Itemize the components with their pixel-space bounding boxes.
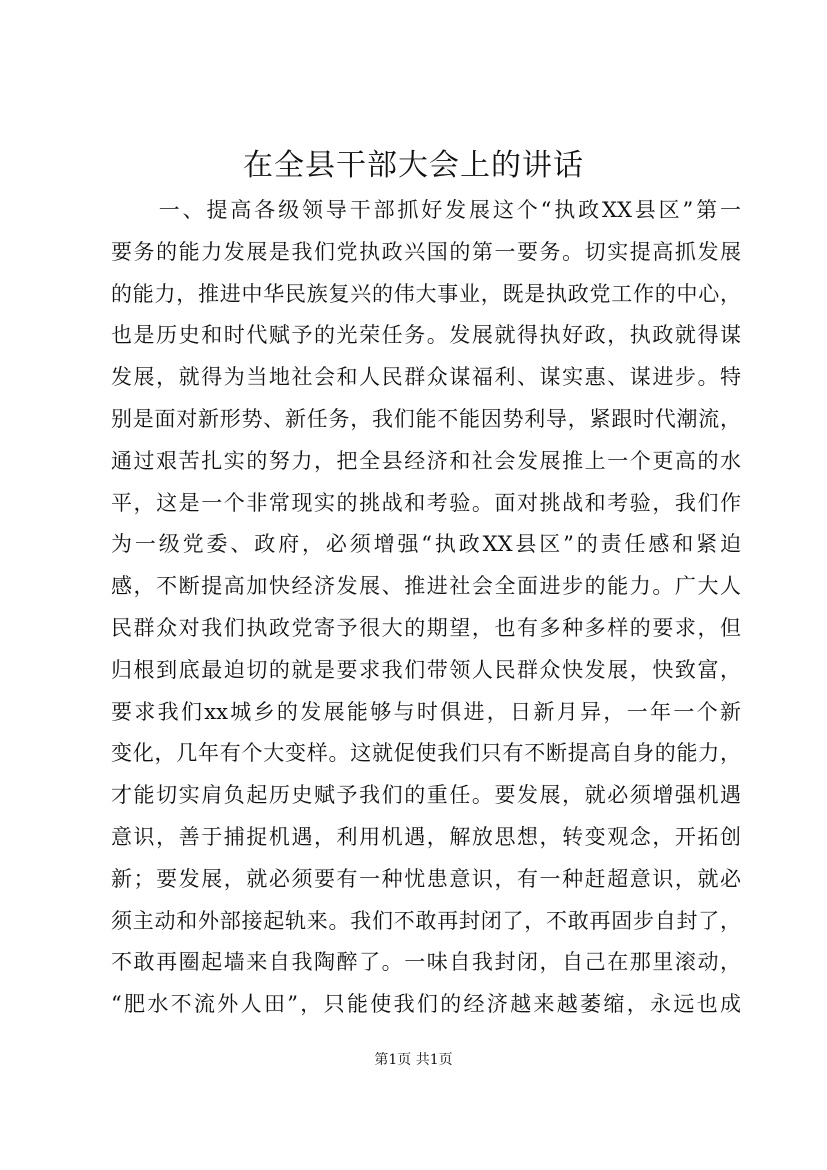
- text-line: 不敢再圈起墙来自我陶醉了。一味自我封闭，自己在那里滚动，: [111, 950, 741, 975]
- text-line: 新；要发展，就必须要有一种忧患意识，有一种赶超意识，就必: [111, 866, 741, 891]
- body-text: [111, 190, 741, 1026]
- text-line: 一、提高各级领导干部抓好发展这个“执政XX县区”第一: [111, 198, 741, 222]
- text-line: 别是面对新形势、新任务，我们能不能因势利导，紧跟时代潮流，: [111, 406, 741, 431]
- document-title: 在全县干部大会上的讲话: [243, 148, 584, 183]
- text-line: 的能力，推进中华民族复兴的伟大事业，既是执政党工作的中心，: [111, 281, 741, 306]
- text-line: 意识，善于捕捉机遇，利用机遇，解放思想，转变观念，开拓创: [111, 824, 741, 849]
- text-line: “肥水不流外人田”，只能使我们的经济越来越萎缩，永远也成: [111, 992, 741, 1017]
- text-line: 发展，就得为当地社会和人民群众谋福利、谋实惠、谋进步。特: [111, 365, 741, 390]
- text-line: 才能切实肩负起历史赋予我们的重任。要发展，就必须增强机遇: [111, 783, 741, 808]
- text-line: 平，这是一个非常现实的挑战和考验。面对挑战和考验，我们作: [111, 490, 741, 515]
- page-footer: 第1页 共1页: [374, 1052, 453, 1068]
- text-line: 要务的能力发展是我们党执政兴国的第一要务。切实提高抓发展: [111, 239, 741, 264]
- text-line: 变化，几年有个大变样。这就促使我们只有不断提高自身的能力，: [111, 741, 741, 766]
- text-line: 要求我们xx城乡的发展能够与时俱进，日新月异，一年一个新: [111, 699, 741, 724]
- text-line: 归根到底最迫切的就是要求我们带领人民群众快发展，快致富，: [111, 657, 741, 682]
- text-line: 须主动和外部接起轨来。我们不敢再封闭了，不敢再固步自封了，: [111, 908, 741, 933]
- text-line: 也是历史和时代赋予的光荣任务。发展就得执好政，执政就得谋: [111, 323, 741, 348]
- text-line: 感，不断提高加快经济发展、推进社会全面进步的能力。广大人: [111, 574, 741, 599]
- text-line: 民群众对我们执政党寄予很大的期望，也有多种多样的要求，但: [111, 615, 741, 640]
- text-line: 通过艰苦扎实的努力，把全县经济和社会发展推上一个更高的水: [111, 448, 741, 473]
- text-line: 为一级党委、政府，必须增强“执政XX县区”的责任感和紧迫: [111, 532, 741, 557]
